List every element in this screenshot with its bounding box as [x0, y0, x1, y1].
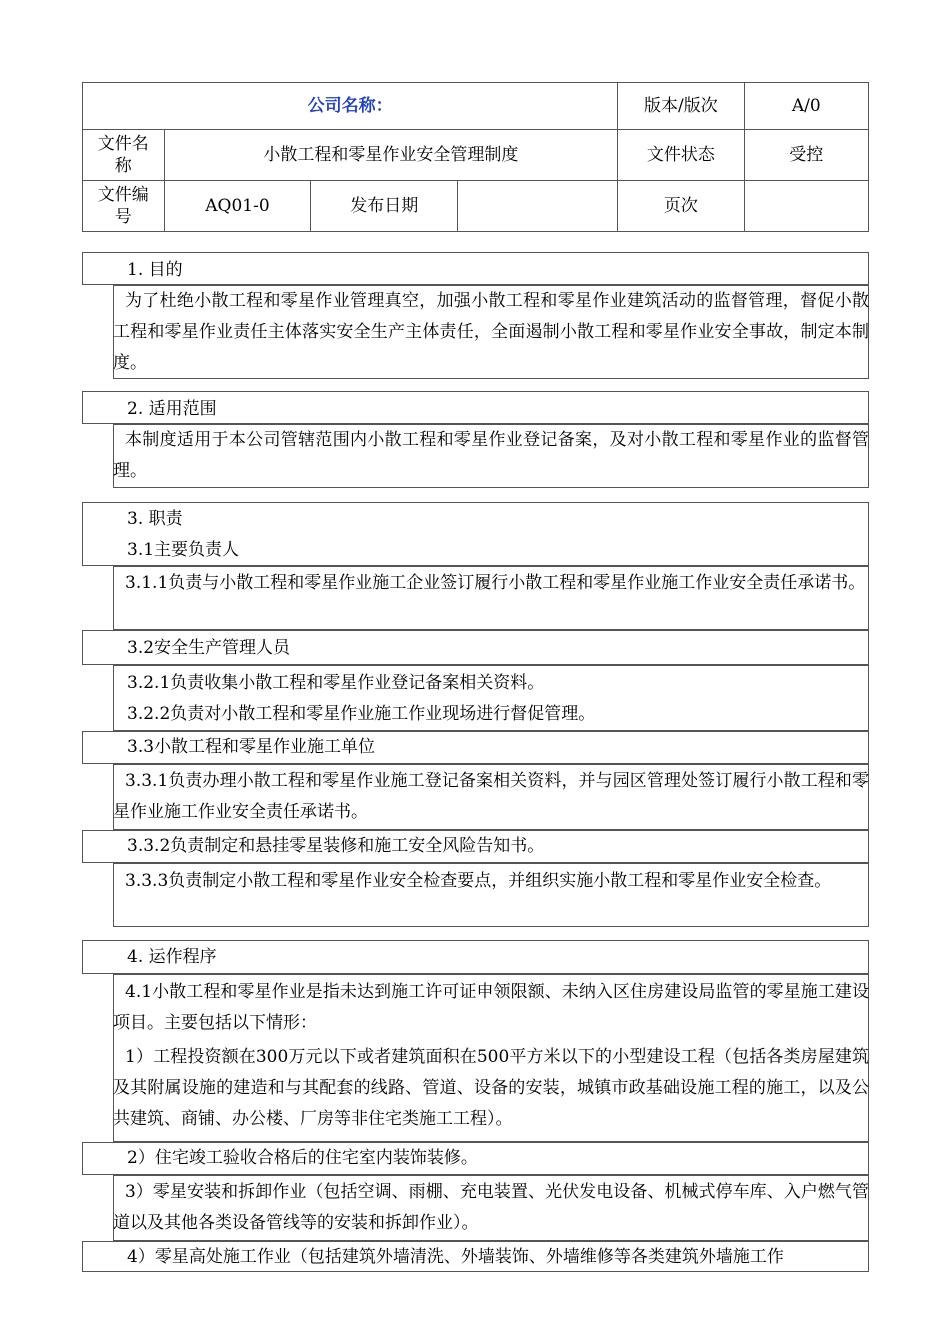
- file-name-label: [83, 130, 165, 181]
- company-name-label: 公司名称：: [83, 83, 618, 130]
- file-no-value: AQ01-0: [164, 181, 311, 232]
- section-1-text: 为了杜绝小散工程和零星作业管理真空，加强小散工程和零星作业建筑活动的监督管理，督促小散工程和零星作业责任主体落实安全生产主体责任，全面遏制小散工程和零星作业安全事故，制定本制度。: [113, 291, 869, 373]
- publish-date-label: 发布日期: [311, 181, 458, 232]
- section-1-title: 1. 目的: [127, 260, 183, 280]
- file-status-label: 文件状态: [618, 130, 744, 181]
- section-2-title: 2. 适用范围: [127, 399, 217, 419]
- version-label: 版本/版次: [618, 83, 744, 130]
- section-3-3-3: 3.3.3负责制定小散工程和零星作业安全检查要点，并组织实施小散工程和零星作业安全检查。: [125, 871, 832, 891]
- section-3-2-1: 3.2.1负责收集小散工程和零星作业登记备案相关资料。: [127, 673, 545, 693]
- section-1-title-box: [82, 252, 869, 285]
- section-3-3-1: 3.3.1负责办理小散工程和零星作业施工登记备案相关资料，并与园区管理处签订履行小散工程和零星作业施工作业安全责任承诺书。: [113, 771, 869, 822]
- section-4-1: 4.1小散工程和零星作业是指未达到施工许可证申领限额、未纳入区住房建设局监管的零星施工建设项目。主要包括以下情形：: [113, 982, 869, 1033]
- page-value: [744, 181, 868, 232]
- section-4-title: 4. 运作程序: [127, 947, 217, 967]
- section-3-2-2: 3.2.2负责对小散工程和零星作业施工作业现场进行督促管理。: [127, 704, 596, 724]
- section-4-1-b: 2）住宅竣工验收合格后的住宅室内装饰装修。: [127, 1148, 478, 1168]
- document-header-table: [82, 82, 869, 232]
- file-name-value: 小散工程和零星作业安全管理制度: [164, 130, 618, 181]
- section-3-2: 3.2安全生产管理人员: [127, 638, 291, 658]
- section-3-3: 3.3小散工程和零星作业施工单位: [127, 737, 376, 757]
- section-4-1-c: 3）零星安装和拆卸作业（包括空调、雨棚、充电装置、光伏发电设备、机械式停车库、入户燃气管道以及其他各类设备管线等的安装和拆卸作业）。: [113, 1182, 869, 1233]
- section-3-3-2: 3.3.2负责制定和悬挂零星装修和施工安全风险告知书。: [127, 836, 545, 856]
- publish-date-value: [458, 181, 618, 232]
- file-no-label: [83, 181, 165, 232]
- section-4-1-d: 4）零星高处施工作业（包括建筑外墙清洗、外墙装饰、外墙维修等各类建筑外墙施工作: [127, 1247, 784, 1267]
- file-no-label-text: 文件编号: [97, 185, 149, 227]
- file-name-label-text: 文件名称: [97, 134, 149, 176]
- section-3-1-1: 3.1.1负责与小散工程和零星作业施工企业签订履行小散工程和零星作业施工作业安全责任承诺书。: [125, 573, 866, 593]
- section-3-1: 3.1主要负责人: [127, 540, 240, 560]
- section-3-title: 3. 职责: [127, 509, 183, 529]
- page-label: 页次: [618, 181, 744, 232]
- version-value: A/0: [744, 83, 868, 130]
- section-4-1-a: 1）工程投资额在300万元以下或者建筑面积在500平方米以下的小型建设工程（包括各类房屋建筑及其附属设施的建造和与其配套的线路、管道、设备的安装，城镇市政基础设施工程的施工，以及公共建筑、商铺、办公楼、厂房等非住宅类施工工程）。: [113, 1047, 869, 1129]
- file-status-value: 受控: [744, 130, 868, 181]
- section-2-text: 本制度适用于本公司管辖范围内小散工程和零星作业登记备案，及对小散工程和零星作业的监督管理。: [113, 430, 869, 481]
